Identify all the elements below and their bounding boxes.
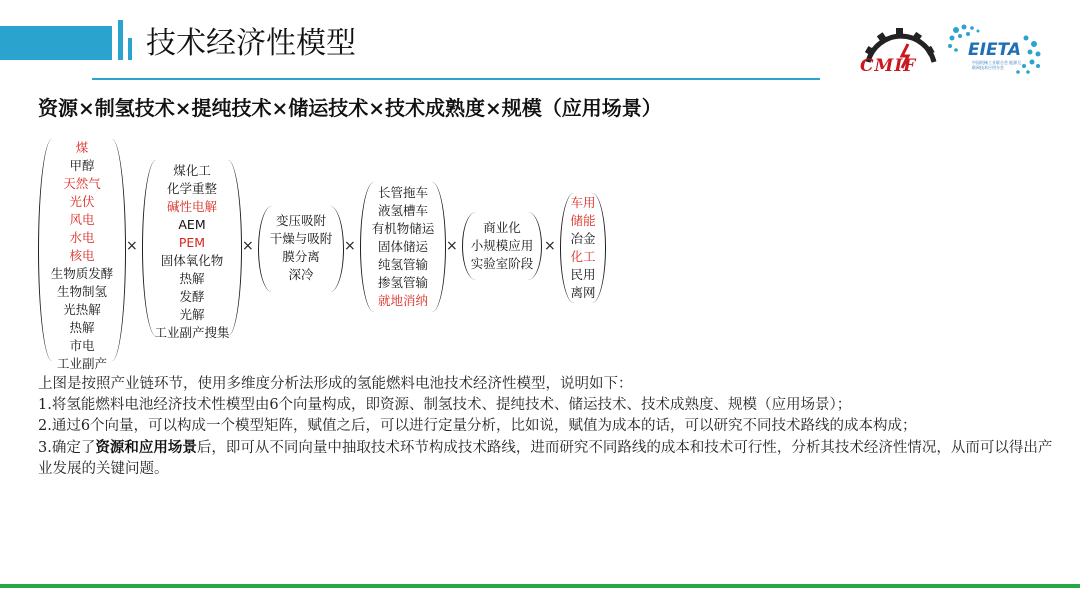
resource-item: 煤 xyxy=(75,140,89,155)
scenario-item: 车用 xyxy=(570,195,596,210)
production-item: 碱性电解 xyxy=(166,199,217,214)
footer-divider xyxy=(0,584,1080,588)
page-title: 技术经济性模型 xyxy=(146,26,356,61)
purification-group xyxy=(258,206,344,292)
scenarios-list xyxy=(561,193,605,302)
multiply-sign: × xyxy=(344,238,356,254)
description-item-3-suffix: 后，即可从不同向量中抽取技术环节构成技术路线，进而研究不同路线的成本和技术可行性，分析其技术经济性情况，从而可以得出产业发展的关键问题。 xyxy=(38,440,1053,477)
resource-item: 生物质发酵 xyxy=(50,266,114,281)
description-item-3-prefix: 3.确定了 xyxy=(38,440,96,456)
multiply-sign: × xyxy=(446,238,458,254)
eieta-logo-text: EIETA xyxy=(968,40,1021,60)
scenario-item: 民用 xyxy=(570,267,596,282)
cmif-logo-text: CMIF xyxy=(860,56,917,76)
header-accent-stripe xyxy=(118,20,123,60)
scenario-item: 储能 xyxy=(570,213,596,228)
production-item: 热解 xyxy=(179,271,205,286)
multiply-sign: × xyxy=(126,238,138,254)
storage-item: 有机物储运 xyxy=(371,221,435,236)
maturity-item: 小规模应用 xyxy=(470,238,534,253)
scenario-item: 冶金 xyxy=(570,231,596,246)
description-item-2: 2.通过6个向量，可以构成一个模型矩阵，赋值之后，可以进行定量分析，比如说，赋值为成本的话，可以研究不同技术路线的成本构成； xyxy=(38,418,917,434)
description-intro: 上图是按照产业链环节，使用多维度分析法形成的氢能燃料电池技术经济性模型，说明如下： xyxy=(38,376,633,392)
header-accent-stripe-short xyxy=(128,38,132,60)
resource-item: 生物制氢 xyxy=(56,284,107,299)
production-list xyxy=(143,160,241,342)
resource-item: 天然气 xyxy=(63,176,101,191)
resource-item: 水电 xyxy=(69,230,95,245)
header-accent-bar xyxy=(0,26,112,60)
purification-item: 干燥与吸附 xyxy=(269,231,333,246)
storage-item: 纯氢管输 xyxy=(377,257,428,272)
resource-item: 风电 xyxy=(69,212,95,227)
production-item: 煤化工 xyxy=(173,163,211,178)
resources-list xyxy=(39,139,125,373)
production-item: 化学重整 xyxy=(166,181,217,196)
storage-item: 固体储运 xyxy=(377,239,428,254)
description-item-3-bold: 资源和应用场景 xyxy=(95,439,197,456)
resource-item: 市电 xyxy=(69,338,95,353)
storage-item: 液氢槽车 xyxy=(377,203,428,218)
header-divider xyxy=(92,78,820,80)
purification-item: 深冷 xyxy=(288,267,314,282)
production-item: 光解 xyxy=(179,307,205,322)
resource-item: 光热解 xyxy=(63,302,101,317)
resource-item: 工业副产 xyxy=(56,356,107,371)
storage-item: 掺氢管输 xyxy=(377,275,428,290)
scenario-item: 化工 xyxy=(570,249,596,264)
storage-item: 就地消纳 xyxy=(377,293,428,308)
description-item-1: 1.将氢能燃料电池经济技术性模型由6个向量构成，即资源、制氢技术、提纯技术、储运技术、技术成熟度、规模（应用场景）； xyxy=(38,397,852,413)
description-item-3 xyxy=(38,437,1058,480)
scenario-item: 离网 xyxy=(570,285,596,300)
production-item: AEM xyxy=(178,217,206,232)
purification-list xyxy=(259,206,343,284)
eieta-logo-subtitle: 中国机械工业联合会 能源互联网技术应用分会 xyxy=(972,60,1022,70)
scenarios-group xyxy=(560,193,606,303)
resources-group xyxy=(38,139,126,371)
purification-item: 变压吸附 xyxy=(275,213,326,228)
storage-list xyxy=(361,182,445,310)
model-description xyxy=(38,374,1058,480)
maturity-group xyxy=(462,212,542,280)
maturity-item: 实验室阶段 xyxy=(470,256,534,271)
production-item: 固体氧化物 xyxy=(160,253,224,268)
maturity-item: 商业化 xyxy=(483,220,521,235)
resource-item: 甲醇 xyxy=(69,158,95,173)
storage-group xyxy=(360,182,446,312)
production-item: PEM xyxy=(178,235,206,250)
resource-item: 核电 xyxy=(69,248,95,263)
production-item: 工业副产搜集 xyxy=(154,325,230,340)
purification-item: 膜分离 xyxy=(282,249,320,264)
resource-item: 光伏 xyxy=(69,194,95,209)
production-group xyxy=(142,160,242,340)
resource-item: 热解 xyxy=(69,320,95,335)
maturity-list xyxy=(463,212,541,273)
production-item: 发酵 xyxy=(179,289,205,304)
storage-item: 长管拖车 xyxy=(377,185,428,200)
model-formula: 资源×制氢技术×提纯技术×储运技术×技术成熟度×规模（应用场景） xyxy=(38,96,662,120)
multiply-sign: × xyxy=(544,238,556,254)
multiply-sign: × xyxy=(242,238,254,254)
